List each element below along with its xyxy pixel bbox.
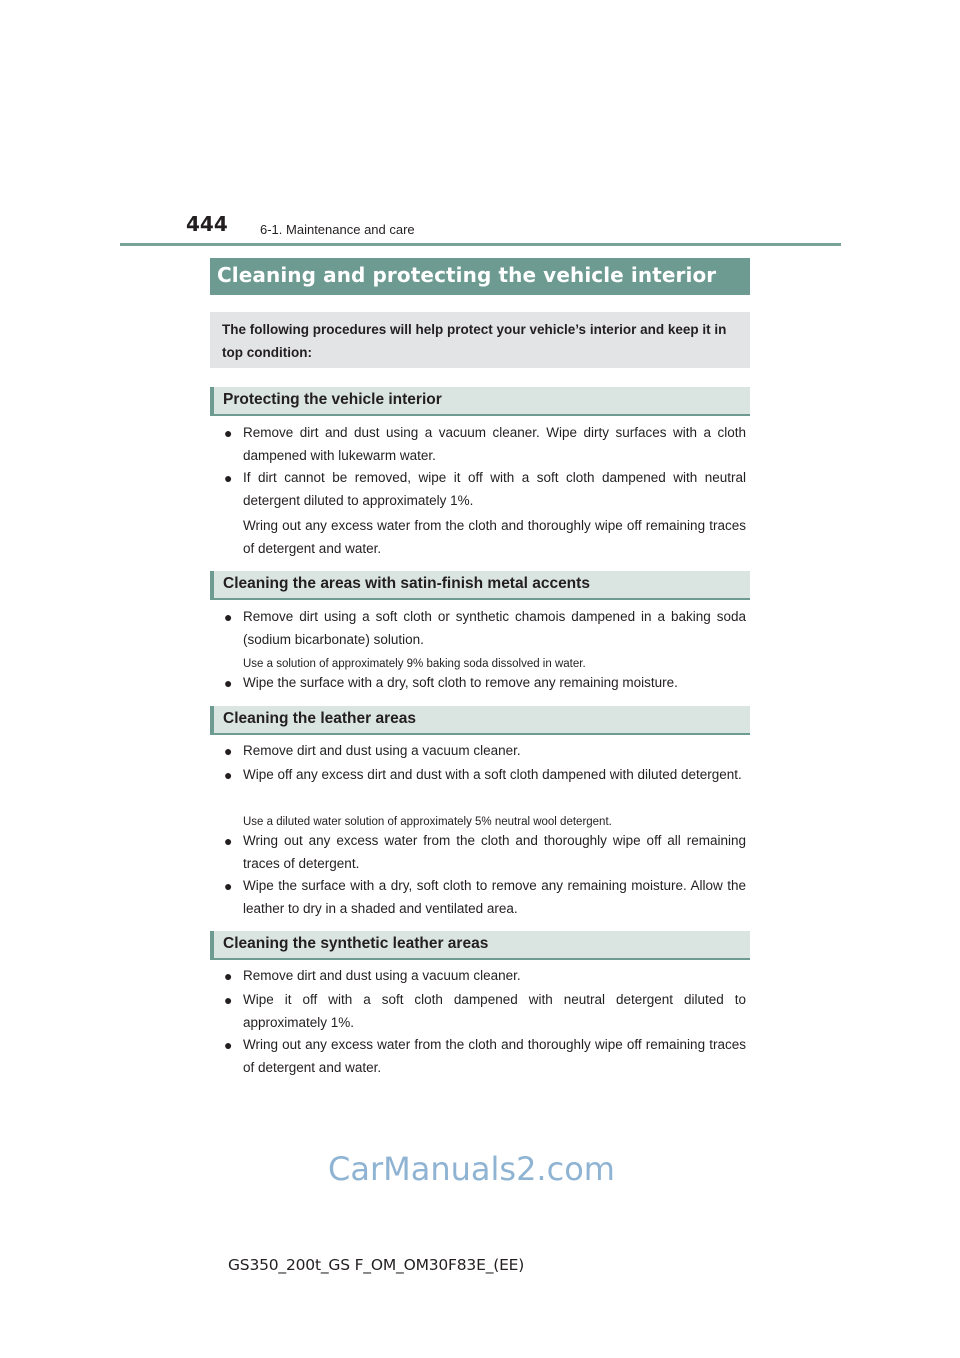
page-title: Cleaning and protecting the vehicle interior — [217, 263, 717, 287]
list-item-text: Remove dirt and dust using a vacuum cleaner. — [243, 743, 521, 758]
list-item-text: Wipe the surface with a dry, soft cloth to remove any remaining moisture. — [243, 675, 678, 690]
section-heading-synthetic-leather — [210, 931, 750, 960]
section-heading-label: Cleaning the synthetic leather areas — [223, 935, 489, 952]
list-item — [224, 965, 746, 988]
bullet-icon: ● — [224, 470, 233, 486]
page-title-band — [210, 258, 750, 295]
bullet-icon: ● — [224, 833, 233, 849]
section-heading-label: Cleaning the leather areas — [223, 710, 416, 727]
bullet-icon: ● — [224, 675, 233, 691]
list-item — [224, 875, 746, 920]
section-reference: 6-1. Maintenance and care — [260, 222, 415, 237]
list-item — [224, 740, 746, 763]
section-heading-label: Protecting the vehicle interior — [223, 391, 442, 408]
list-item-text: Remove dirt using a soft cloth or synthetic chamois dampened in a baking soda (sodium bicarbonate) solution. — [243, 609, 746, 647]
list-item-text: Wipe off any excess dirt and dust with a soft cloth dampened with diluted detergent. — [243, 767, 742, 782]
list-item-text: Wipe it off with a soft cloth dampened with neutral detergent diluted to approximately 1%. — [243, 992, 746, 1030]
list-item — [224, 422, 746, 467]
list-item-text: Wring out any excess water from the cloth and thoroughly wipe off all remaining traces of detergent. — [243, 833, 746, 871]
section-heading-label: Cleaning the areas with satin-finish metal accents — [223, 575, 590, 592]
list-item-continuation: Wring out any excess water from the cloth and thoroughly wipe off remaining traces of detergent and water. — [243, 518, 746, 556]
list-item — [224, 989, 746, 1034]
list-item-text: Wipe the surface with a dry, soft cloth to remove any remaining moisture. Allow the leather to dry in a shaded and ventilated area. — [243, 878, 746, 916]
list-item-text: Remove dirt and dust using a vacuum cleaner. — [243, 968, 521, 983]
document-code-footer: GS350_200t_GS F_OM_OM30F83E_(EE) — [228, 1256, 525, 1274]
intro-text: The following procedures will help protect your vehicle’s interior and keep it in top condition: — [222, 322, 727, 360]
list-item — [224, 672, 746, 695]
page-number: 444 — [186, 212, 228, 236]
header-divider — [120, 243, 841, 246]
section-heading-leather — [210, 706, 750, 735]
bullet-icon: ● — [224, 767, 233, 783]
page-header — [186, 212, 446, 242]
list-item — [224, 1034, 746, 1079]
list-item — [224, 764, 746, 787]
list-item — [224, 467, 746, 512]
bullet-icon: ● — [224, 968, 233, 984]
watermark: CarManuals2.com — [328, 1150, 615, 1188]
section-heading-satin-metal — [210, 571, 750, 600]
note-text: Use a solution of approximately 9% baking soda dissolved in water. — [243, 658, 586, 670]
bullet-icon: ● — [224, 878, 233, 894]
list-item-text: If dirt cannot be removed, wipe it off with a soft cloth dampened with neutral detergent diluted to approximately 1%. — [243, 470, 746, 508]
intro-box — [210, 312, 750, 368]
list-item-text: Remove dirt and dust using a vacuum cleaner. Wipe dirty surfaces with a cloth dampened with lukewarm water. — [243, 425, 746, 463]
bullet-icon: ● — [224, 609, 233, 625]
list-item — [224, 606, 746, 651]
section-heading-protecting — [210, 387, 750, 416]
bullet-icon: ● — [224, 743, 233, 759]
bullet-icon: ● — [224, 992, 233, 1008]
list-item-text: Wring out any excess water from the cloth and thoroughly wipe off remaining traces of detergent and water. — [243, 1037, 746, 1075]
note-text: Use a diluted water solution of approximately 5% neutral wool detergent. — [243, 816, 612, 828]
list-item — [224, 830, 746, 875]
bullet-icon: ● — [224, 425, 233, 441]
bullet-icon: ● — [224, 1037, 233, 1053]
